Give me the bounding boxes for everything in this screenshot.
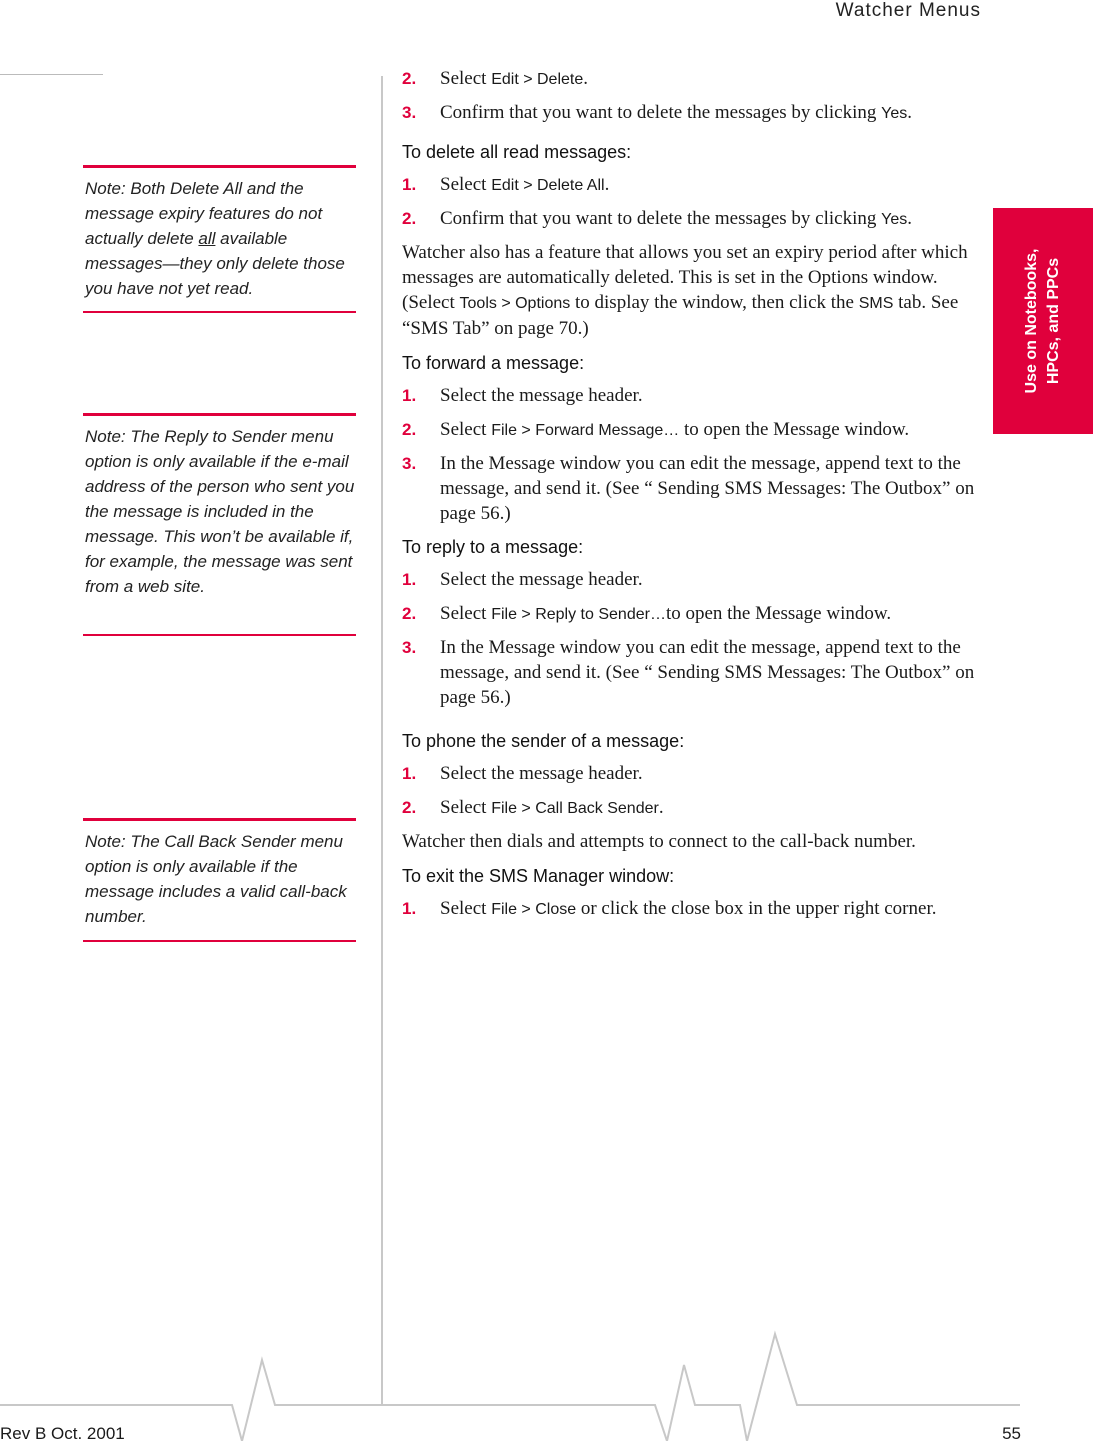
section-tab-label: Use on Notebooks, HPCs, and PPCs (1023, 248, 1062, 394)
main-content (402, 66, 992, 930)
running-header: Watcher Menus (835, 0, 981, 21)
footer-wave-graphic (0, 1320, 1093, 1441)
procedure-heading: To reply to a message: (402, 537, 584, 557)
section-reply (402, 535, 992, 711)
section-exit (402, 864, 992, 922)
column-divider (381, 76, 383, 1406)
step: 2. Select File > Reply to Sender…to open the Message window. (402, 603, 892, 624)
footer-revision: Rev B Oct. 2001 (0, 1424, 125, 1443)
step: 3. In the Message window you can edit the message, append text to the message, and send it. (See “ Sending SMS Messages: The Outbox” on page 56.) (402, 637, 975, 708)
procedure-heading: To delete all read messages: (402, 142, 632, 162)
header-rule (0, 74, 103, 75)
page-number: 55 (1002, 1424, 1021, 1443)
step: 2. Select Edit > Delete. (402, 68, 588, 89)
step: 1. Select Edit > Delete All. (402, 174, 610, 195)
step: 3. In the Message window you can edit the message, append text to the message, and send it. (See “ Sending SMS Messages: The Outbox” on page 56.) (402, 453, 975, 524)
step: 1. Select the message header. (402, 385, 643, 406)
section-tab (993, 208, 1093, 434)
section-delete (402, 66, 992, 126)
step: 1. Select the message header. (402, 763, 643, 784)
note-reply-sender: Note: The Reply to Sender menu option is only available if the e-mail address of the person who sent you the message is included in the message. This won’t be available if, for example, the message was sent from a web site. (83, 413, 356, 636)
step: 3. Confirm that you want to delete the messages by clicking Yes. (402, 102, 912, 123)
step: 2. Select File > Call Back Sender. (402, 797, 664, 818)
step: 1. Select the message header. (402, 569, 643, 590)
step: 2. Confirm that you want to delete the messages by clicking Yes. (402, 208, 912, 229)
section-call-back (402, 729, 992, 854)
procedure-heading: To exit the SMS Manager window: (402, 866, 675, 886)
section-forward (402, 351, 992, 527)
section-delete-all (402, 140, 992, 341)
note-delete-all: Note: Both Delete All and the message expiry features do not actually delete all available messages—they only delete those you have not yet read. (83, 165, 356, 313)
step: 2. Select File > Forward Message… to open the Message window. (402, 419, 910, 440)
step: 1. Select File > Close or click the close box in the upper right corner. (402, 898, 937, 919)
procedure-heading: To phone the sender of a message: (402, 731, 685, 751)
procedure-heading: To forward a message: (402, 353, 585, 373)
note-call-back: Note: The Call Back Sender menu option is only available if the message includes a valid call-back number. (83, 818, 356, 942)
call-back-paragraph: Watcher then dials and attempts to connect to the call-back number. (402, 831, 916, 852)
expiry-paragraph: Watcher also has a feature that allows you set an expiry period after which messages are automatically deleted. This is set in the Options window. (Select Tools > Options to display the window, then click the SMS tab. See “SMS Tab” on page 70.) (402, 242, 968, 339)
